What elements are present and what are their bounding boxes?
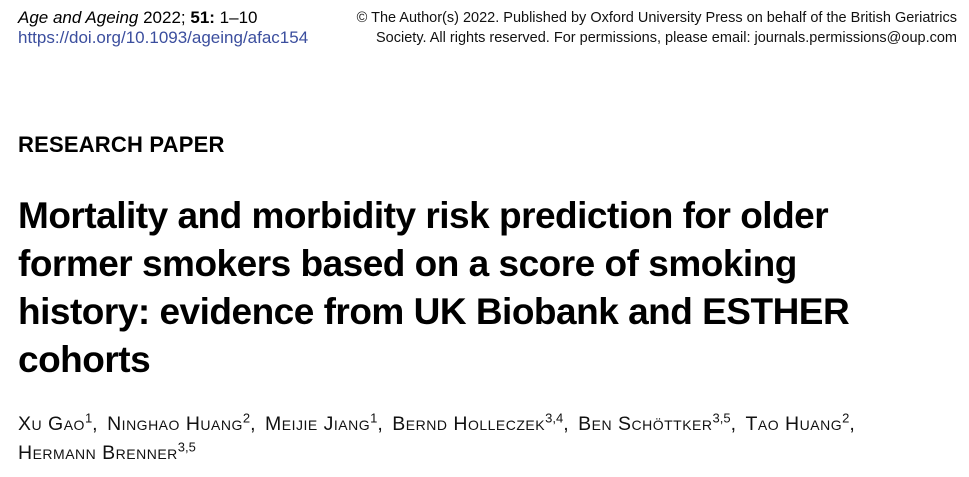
author-affiliation-superscript: 3,5 bbox=[712, 410, 731, 426]
article-title-line-1: Mortality and morbidity risk prediction for older bbox=[18, 195, 829, 236]
author: Xu Gao$^1$, bbox=[18, 410, 99, 435]
doi-line bbox=[18, 28, 308, 48]
author: Ben Schöttker$^{3,5}$, bbox=[578, 410, 737, 435]
citation-volume: 51: bbox=[190, 8, 215, 27]
section-label: RESEARCH PAPER bbox=[18, 132, 225, 157]
author: Tao Huang$^2$, bbox=[745, 410, 856, 435]
citation-block bbox=[18, 8, 308, 48]
masthead bbox=[18, 8, 957, 48]
article-title-line-2: former smokers based on a score of smoking bbox=[18, 243, 797, 284]
citation-pages: 1–10 bbox=[214, 8, 258, 27]
author: Hermann Brenner$^{3,5}$ bbox=[18, 439, 196, 464]
copyright-line-1: © The Author(s) 2022. Published by Oxford University Press on behalf of the British Geriatrics bbox=[356, 10, 957, 26]
article-title-line-3: history: evidence from UK Biobank and ESTHER bbox=[18, 291, 850, 332]
copyright-notice bbox=[357, 8, 957, 48]
article-title bbox=[18, 192, 957, 384]
journal-citation bbox=[18, 8, 308, 28]
author: Bernd Holleczek$^{3,4}$, bbox=[392, 410, 570, 435]
citation-year: 2022; bbox=[138, 8, 191, 27]
journal-name: Age and Ageing bbox=[18, 8, 139, 27]
copyright-line-2: Society. All rights reserved. For permissions, please email: journals.permissions@oup.com bbox=[376, 30, 957, 46]
author-affiliation-superscript: 2 bbox=[242, 410, 251, 426]
author: Meijie Jiang$^1$, bbox=[265, 410, 384, 435]
author-list bbox=[18, 410, 953, 468]
author-affiliation-superscript: 1 bbox=[370, 410, 378, 426]
author-affiliation-superscript: 1 bbox=[84, 410, 93, 426]
author-affiliation-superscript: 3,4 bbox=[545, 410, 564, 426]
article-title-line-4: cohorts bbox=[18, 339, 151, 380]
doi-link[interactable]: https://doi.org/10.1093/ageing/afac154 bbox=[18, 28, 309, 47]
author-affiliation-superscript: 3,5 bbox=[177, 439, 196, 455]
author: Ninghao Huang$^2$, bbox=[107, 410, 257, 435]
author-affiliation-superscript: 2 bbox=[842, 410, 850, 426]
